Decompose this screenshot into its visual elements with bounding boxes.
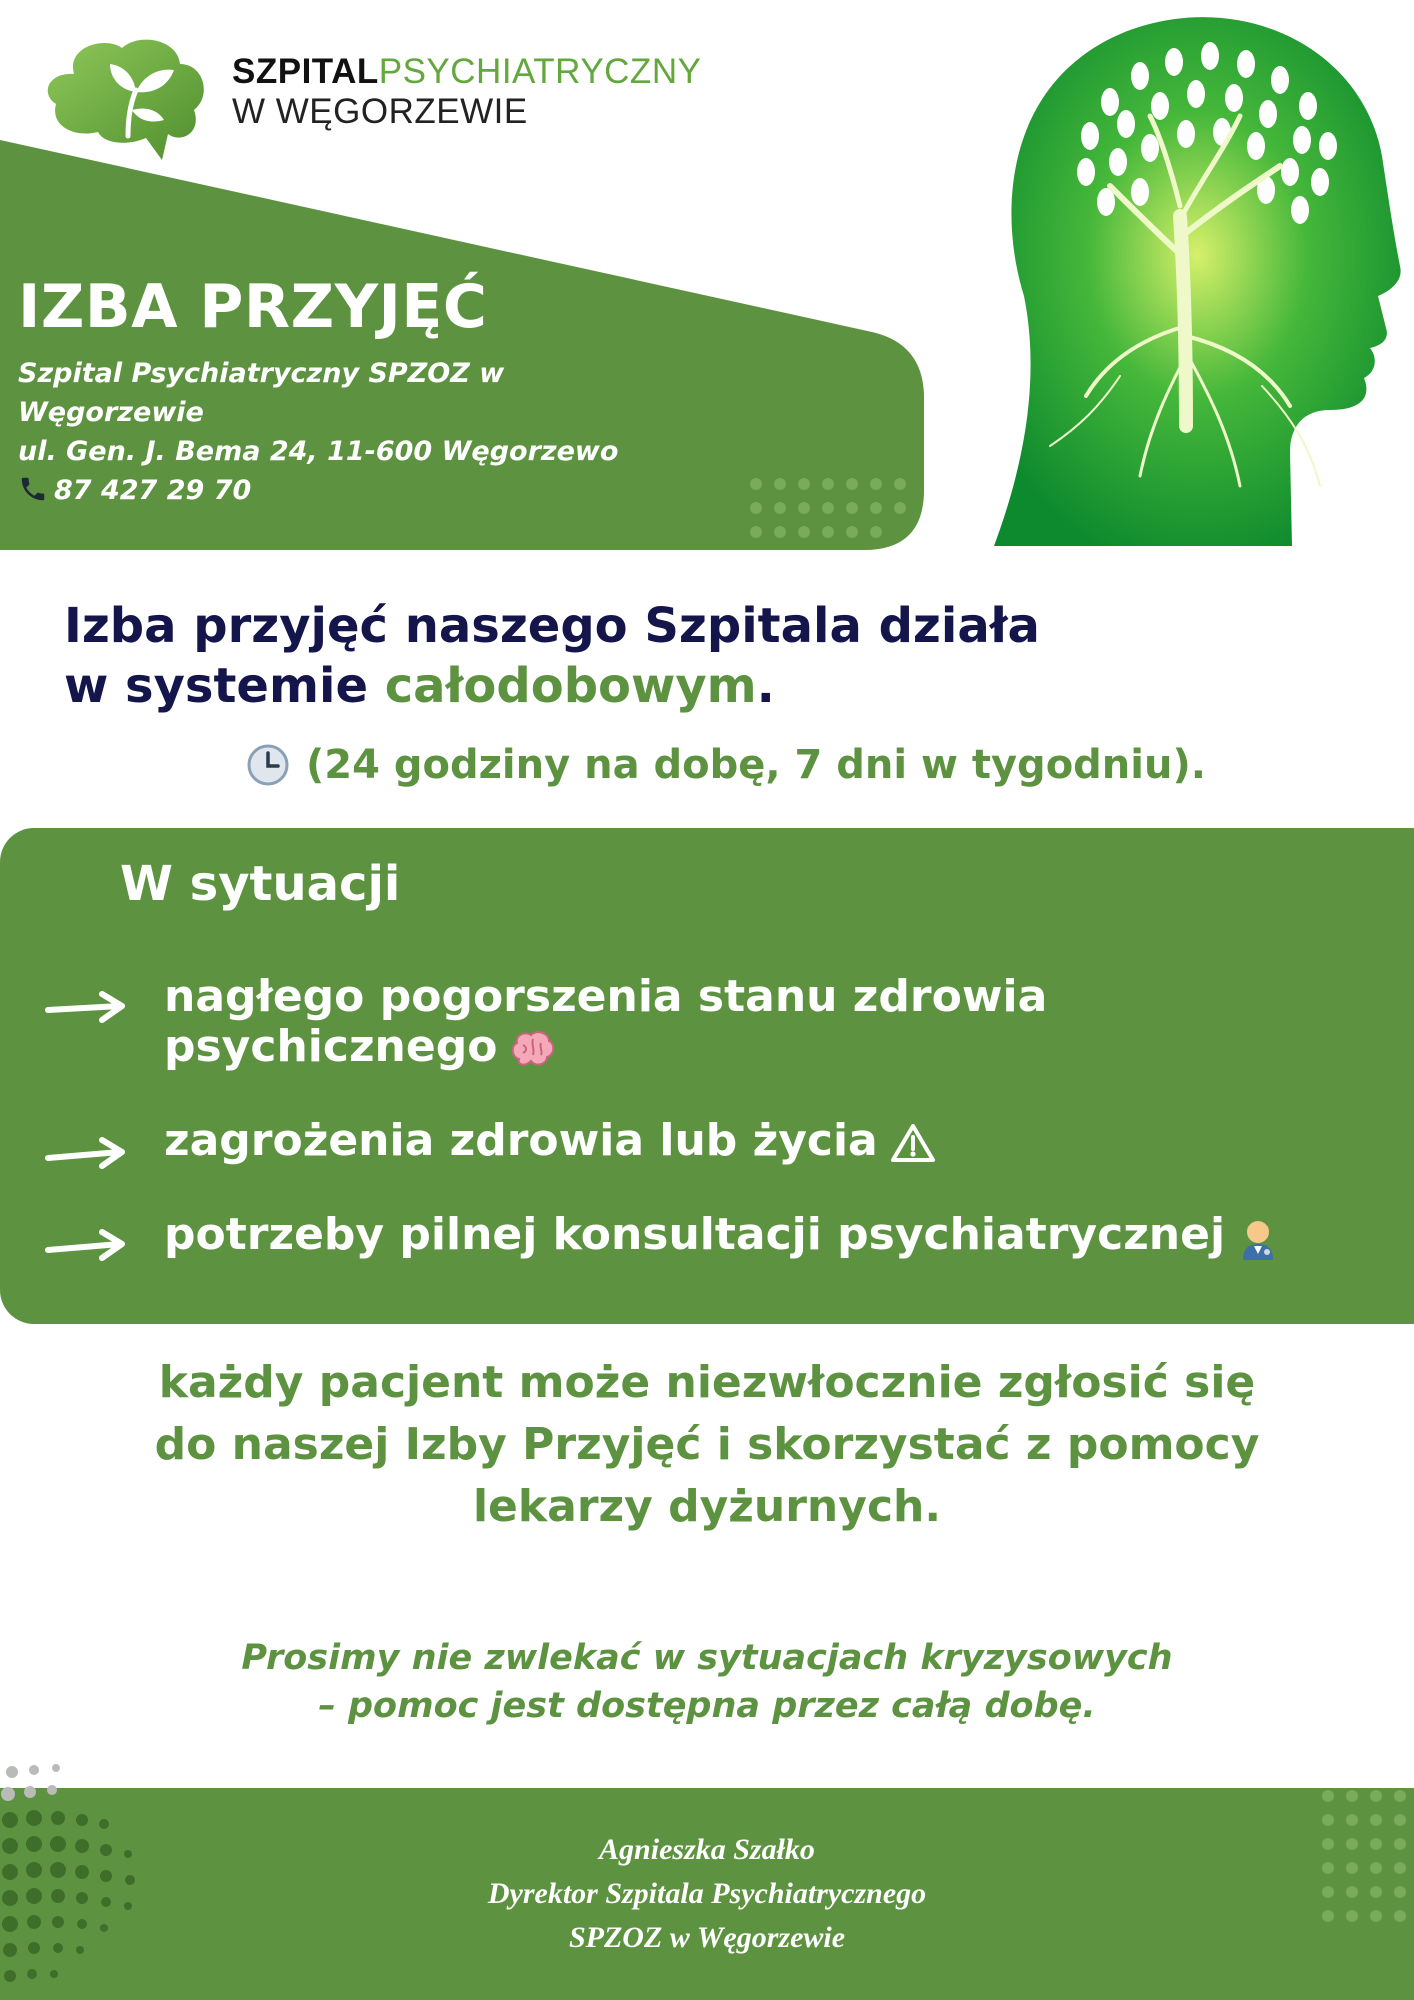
header-dot-pattern: [748, 476, 918, 548]
situations-heading: W sytuacji: [120, 856, 401, 912]
crisis-note-line1: Prosimy nie zwlekać w sytuacjach kryzysowych: [241, 1638, 1173, 1678]
arrow-icon: [44, 990, 128, 1026]
director-role-line2: SPZOZ w Węgorzewie: [568, 1921, 846, 1954]
clock-icon: [246, 743, 290, 787]
phone-icon: [18, 474, 48, 504]
hours-text: (24 godziny na dobę, 7 dni w tygodniu).: [306, 742, 1206, 788]
statement-line2-prefix: w systemie: [64, 658, 385, 714]
hospital-phone-row: [18, 471, 718, 510]
health-worker-icon: [1237, 1214, 1279, 1260]
phone-number: 87 427 29 70: [54, 475, 252, 506]
hospital-address: ul. Gen. J. Bema 24, 11-600 Węgorzewo: [18, 436, 619, 467]
statement-line2-suffix: .: [756, 658, 775, 714]
hospital-contact: [18, 354, 718, 510]
availability-statement: [64, 596, 1040, 716]
tree-head-illustration: [990, 6, 1410, 546]
situation-item-2: [164, 1116, 1364, 1166]
logo-name-green: PSYCHIATRYCZNY: [378, 52, 702, 91]
logo-wordmark: [232, 52, 701, 133]
director-name: Agnieszka Szałko: [599, 1833, 815, 1866]
situation-item-1: [164, 972, 1364, 1072]
call-to-action: [60, 1352, 1354, 1538]
hospital-name-line2: Węgorzewie: [18, 397, 204, 428]
crisis-note: [60, 1634, 1354, 1730]
warning-icon: [890, 1122, 936, 1164]
logo-name-bold: SZPITAL: [232, 52, 379, 91]
arrow-icon: [44, 1136, 128, 1172]
crisis-note-line2: – pomoc jest dostępna przez całą dobę.: [318, 1686, 1096, 1726]
logo-location: W WĘGORZEWIE: [232, 92, 528, 132]
arrow-icon: [44, 1228, 128, 1264]
cta-line3: lekarzy dyżurnych.: [472, 1481, 942, 1532]
brain-icon: [509, 1029, 555, 1069]
director-signature-block: [0, 1828, 1414, 1960]
hours-row: [246, 742, 1206, 788]
cta-line2: do naszej Izby Przyjęć i skorzystać z pomocy: [154, 1419, 1260, 1470]
situation-item-1-line2: psychicznego: [164, 1021, 498, 1072]
statement-line2: [64, 656, 1040, 716]
situation-item-2-line1: zagrożenia zdrowia lub życia: [164, 1115, 878, 1166]
situation-item-1-line1: nagłego pogorszenia stanu zdrowia: [164, 971, 1048, 1022]
situation-item-3-line1: potrzeby pilnej konsultacji psychiatrycznej: [164, 1209, 1226, 1260]
director-role-line1: Dyrektor Szpitala Psychiatrycznego: [487, 1877, 927, 1910]
statement-line1: Izba przyjęć naszego Szpitala działa: [64, 598, 1040, 654]
statement-highlight: całodobowym: [384, 658, 757, 714]
page-title: IZBA PRZYJĘĆ: [18, 272, 488, 342]
hospital-name-line1: Szpital Psychiatryczny SPZOZ w: [18, 358, 505, 389]
cta-line1: każdy pacjent może niezwłocznie zgłosić się: [158, 1357, 1256, 1408]
situation-item-3: [164, 1210, 1364, 1260]
